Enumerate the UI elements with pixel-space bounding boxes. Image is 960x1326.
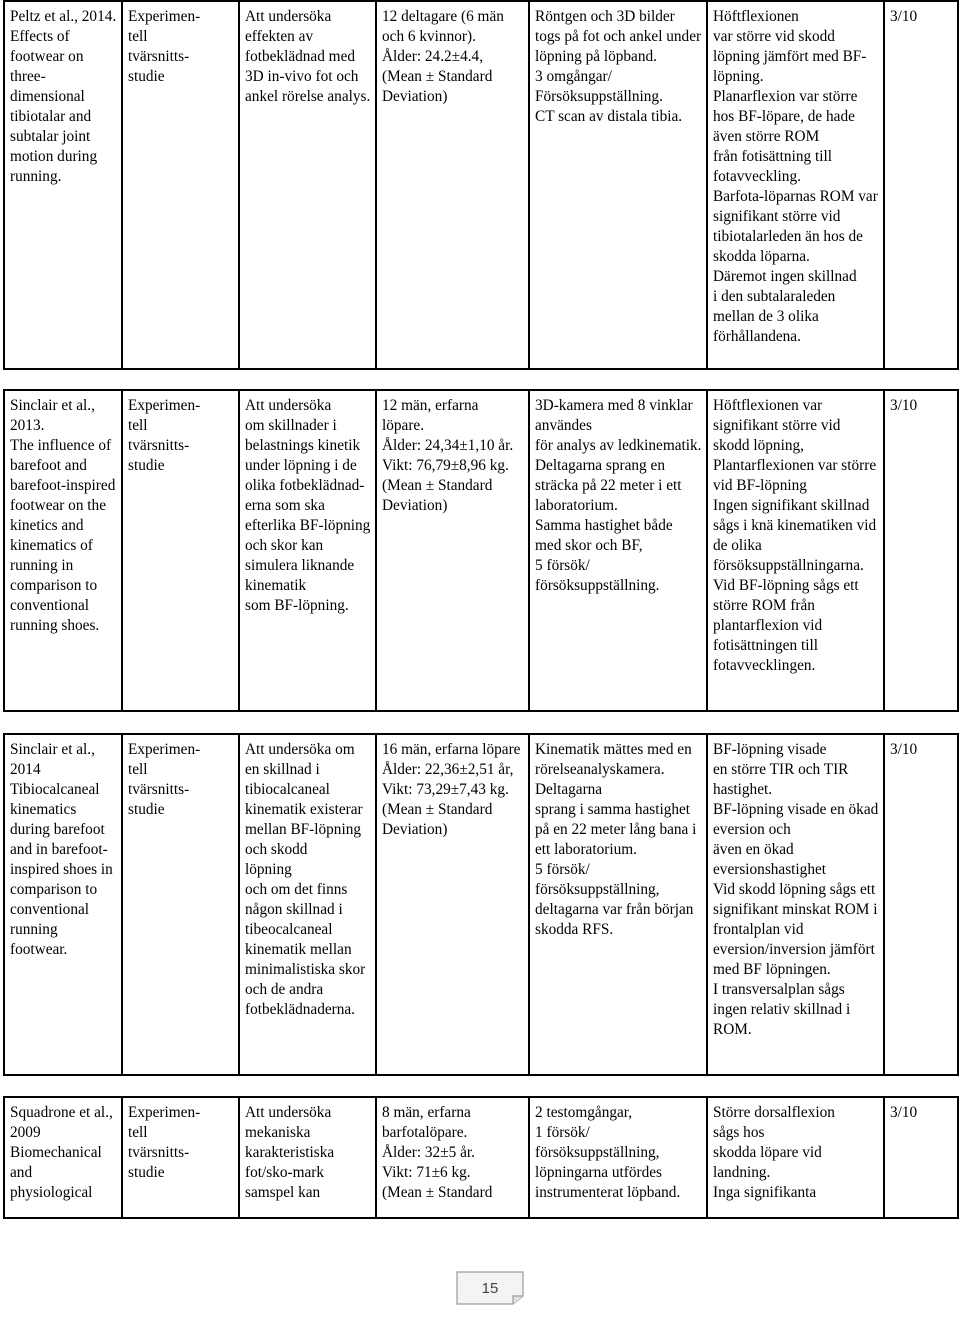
study-table-row-2 xyxy=(3,389,959,712)
method-cell: 2 testomgångar, 1 försök/ försöksuppställning, löpningarna utfördes instrumenterat löpband. xyxy=(529,1097,707,1218)
quality-cell: 3/10 xyxy=(884,390,958,711)
study-table-row-1 xyxy=(3,0,959,370)
participants-cell: 16 män, erfarna löpare Ålder: 22,36±2,51 år, Vikt: 73,29±7,43 kg. (Mean ± Standard Deviation) xyxy=(376,734,529,1075)
participants-cell: 12 män, erfarna löpare. Ålder: 24,34±1,10 år. Vikt: 76,79±8,96 kg. (Mean ± Standard Deviation) xyxy=(376,390,529,711)
quality-cell: 3/10 xyxy=(884,734,958,1075)
results-cell: Höftflexionen var större vid skodd löpning jämfört med BF-löpning. Planarflexion var större hos BF-löpare, de hade även större ROM från fotisättning till fotavveckling. Barfota-löparnas ROM var signifikant större vid tibiotalarleden än hos de skodda löparna. Däremot ingen skillnad i den subtalaraleden mellan de 3 olika förhållandena. xyxy=(707,1,884,369)
study-table-row-3 xyxy=(3,733,959,1076)
method-cell: Röntgen och 3D bilder togs på fot och ankel under löpning på löpband. 3 omgångar/ Försöksuppställning. CT scan av distala tibia. xyxy=(529,1,707,369)
method-cell: Kinematik mättes med en rörelseanalyskamera. Deltagarna sprang i samma hastighet på en 22 meter lång bana i ett laboratorium. 5 försök/ försöksuppställning, deltagarna var från början skodda RFS. xyxy=(529,734,707,1075)
design-cell: Experimen- tell tvärsnitts- studie xyxy=(122,390,239,711)
quality-cell: 3/10 xyxy=(884,1,958,369)
aim-cell: Att undersöka effekten av fotbeklädnad med 3D in-vivo fot och ankel rörelse analys. xyxy=(239,1,376,369)
results-cell: BF-löpning visade en större TIR och TIR hastighet. BF-löpning visade en ökad eversion och även en ökad eversionshastighet Vid skodd löpning sågs ett signifikant minskat ROM i frontalplan vid eversion/inversion jämfört med BF löpningen. I transversalplan sågs ingen relativ skillnad i ROM. xyxy=(707,734,884,1075)
results-cell: Större dorsalflexion sågs hos skodda löpare vid landning. Inga signifikanta xyxy=(707,1097,884,1218)
design-cell: Experimen- tell tvärsnitts- studie xyxy=(122,734,239,1075)
method-cell: 3D-kamera med 8 vinklar användes för analys av ledkinematik. Deltagarna sprang en sträcka på 22 meter i ett laboratorium. Samma hastighet både med skor och BF, 5 försök/ försöksuppställning. xyxy=(529,390,707,711)
participants-cell: 8 män, erfarna barfotalöpare. Ålder: 32±5 år. Vikt: 71±6 kg. (Mean ± Standard xyxy=(376,1097,529,1218)
aim-cell: Att undersöka om skillnader i belastnings kinetik under löpning i de olika fotbeklädnad- erna som ska efterlika BF-löpning och skor kan simulera liknande kinematik som BF-löpning. xyxy=(239,390,376,711)
reference-cell: Squadrone et al., 2009 Biomechanical and physiological xyxy=(4,1097,122,1218)
results-cell: Höftflexionen var signifikant större vid skodd löpning, Plantarflexionen var större vid BF-löpning Ingen signifikant skillnad sågs i knä kinematiken vid de olika försöksuppställningarna. Vid BF-löpning sågs ett större ROM från plantarflexion vid fotisättningen till fotavvecklingen. xyxy=(707,390,884,711)
page-number: 15 xyxy=(481,1280,499,1297)
reference-cell: Peltz et al., 2014. Effects of footwear on three-dimensional tibiotalar and subtalar joint motion during running. xyxy=(4,1,122,369)
page-number-badge xyxy=(453,1268,527,1308)
aim-cell: Att undersöka mekaniska karakteristiska fot/sko-mark samspel kan xyxy=(239,1097,376,1218)
reference-cell: Sinclair et al., 2013. The influence of barefoot and barefoot-inspired footwear on the kinetics and kinematics of running in comparison to conventional running shoes. xyxy=(4,390,122,711)
reference-cell: Sinclair et al., 2014 Tibiocalcaneal kinematics during barefoot and in barefoot-inspired shoes in comparison to conventional running footwear. xyxy=(4,734,122,1075)
design-cell: Experimen- tell tvärsnitts- studie xyxy=(122,1097,239,1218)
aim-cell: Att undersöka om en skillnad i tibiocalcaneal kinematik existerar mellan BF-löpning och skodd löpning och om det finns någon skillnad i tibeocalcaneal kinematik mellan minimalistiska skor och de andra fotbeklädnaderna. xyxy=(239,734,376,1075)
design-cell: Experimen- tell tvärsnitts- studie xyxy=(122,1,239,369)
quality-cell: 3/10 xyxy=(884,1097,958,1218)
participants-cell: 12 deltagare (6 män och 6 kvinnor). Ålder: 24.2±4.4, (Mean ± Standard Deviation) xyxy=(376,1,529,369)
study-table-row-4 xyxy=(3,1096,959,1219)
